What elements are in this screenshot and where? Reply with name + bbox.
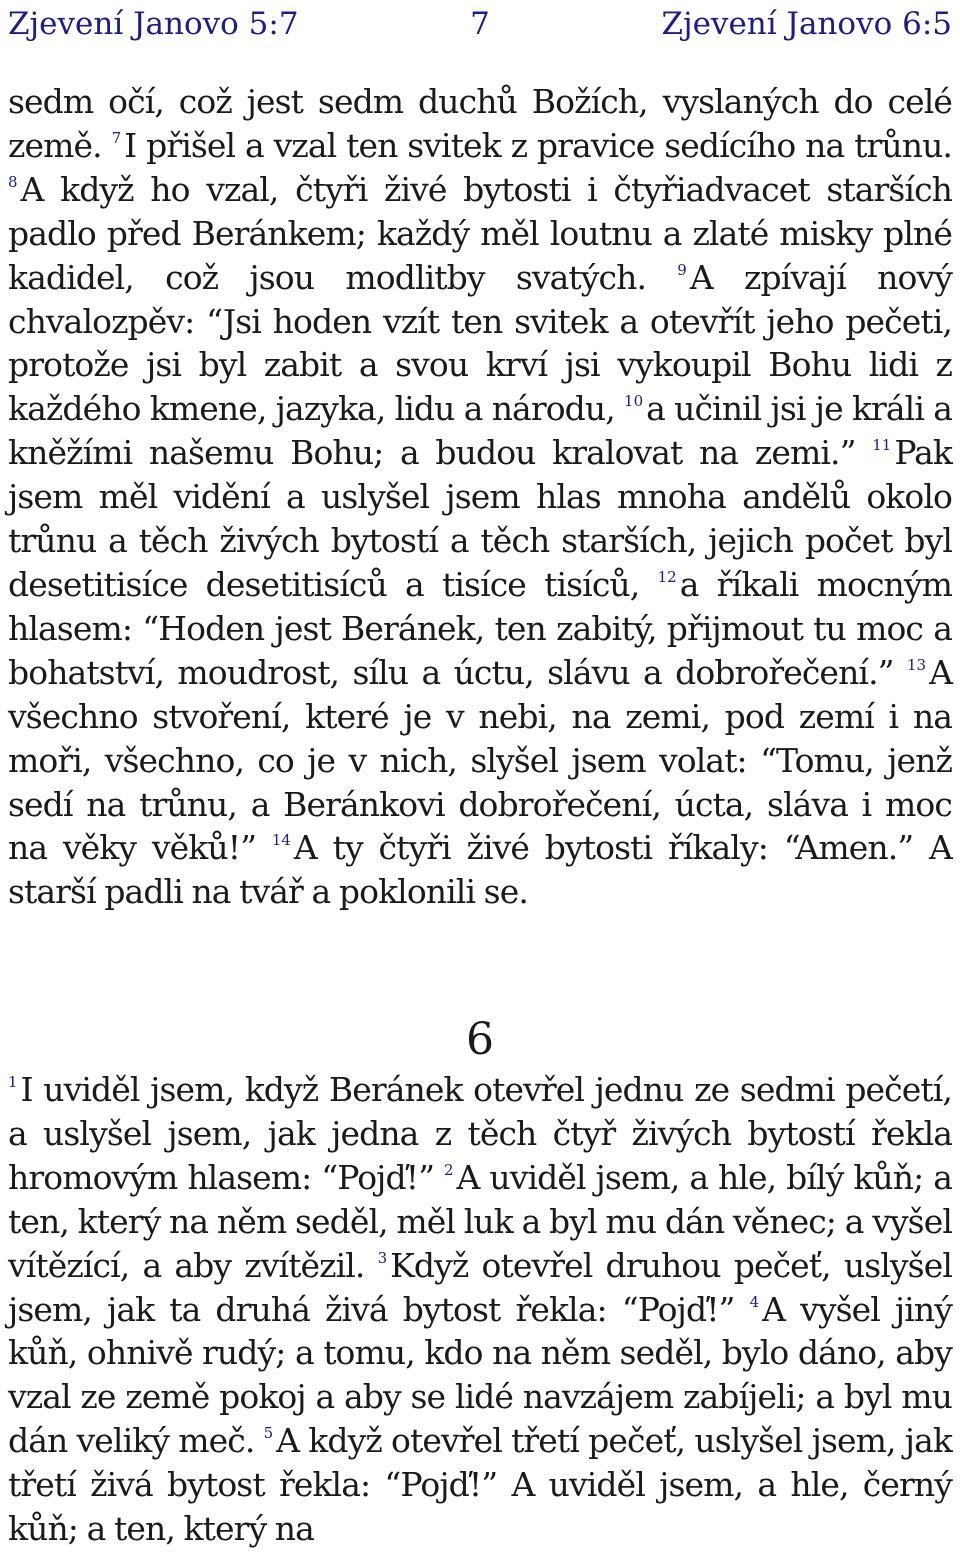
verse-text: Když otevřel druhou pečeť, uslyšel jsem, jak ta druhá živá bytost řekla: “Pojď!” <box>8 1245 952 1329</box>
verse-text: A všechno stvoření, které je v nebi, na zemi, pod zemí i na moři, všechno, co je v nich, slyšel jsem volat: “Tomu, jenž sedí na trůnu, a Beránkovi dobrořečení, úcta, sláva i moc na věky věků!” <box>8 652 952 868</box>
verse-text: A uviděl jsem, a hle, bílý kůň; a ten, který na něm seděl, měl luk a byl mu dán věnec; a vyšel vítězící, a aby zvítězil. <box>8 1157 953 1285</box>
header-left-reference: Zjevení Janovo 5:7 <box>8 6 299 42</box>
verse-number: 8 <box>8 172 18 191</box>
verse-text: A ty čtyři živé bytosti říkaly: “Amen.” A starší padli na tvář a poklonili se. <box>8 828 952 912</box>
page-number: 7 <box>470 6 490 42</box>
verse-text: I uviděl jsem, když Beránek otevřel jednu ze sedmi pečetí, a uslyšel jsem, jak jedna z těch čtyř živých bytostí řekla hromovým hlasem: “Pojď!” <box>8 1070 952 1197</box>
verse-text: A vyšel jiný kůň, ohnivě rudý; a tomu, kdo na něm seděl, bylo dáno, aby vzal ze země pokoj a aby se lidé navzájem zabíjeli; a byl mu dán veliký meč. <box>8 1289 953 1461</box>
verse-number: 4 <box>749 1292 760 1311</box>
chapter-5-lead: sedm očí, což jest sedm duchů Božích, vyslaných do celé země. <box>8 82 952 165</box>
verse-number: 2 <box>443 1160 454 1179</box>
verse-number: 12 <box>657 567 677 586</box>
verse-number: 7 <box>111 128 122 147</box>
verse-number: 5 <box>263 1424 274 1443</box>
verse-text: A zpívají nový chvalozpěv: “Jsi hoden vzít ten svitek a otevřít jeho pečeti, protože jsi byl zabit a svou krví jsi vykoupil Bohu lidi z každého kmene, jazyka, lidu a národu, <box>8 257 952 429</box>
verse-number: 14 <box>271 831 291 850</box>
verse-text: a říkali mocným hlasem: “Hoden jest Beránek, ten zabitý, přijmout tu moc a bohatství, moudrost, sílu a úctu, slávu a dobrořečení.” <box>8 564 953 692</box>
verse-number: 10 <box>624 392 644 411</box>
verse-number: 1 <box>8 1073 18 1091</box>
verse-text: Pak jsem měl vidění a uslyšel jsem hlas mnoha andělů okolo trůnu a těch živých bytostí a těch starších, jejich počet byl desetitisíce desetitisíců a tisíce tisíců, <box>8 433 953 604</box>
verse-text: a učinil jsi je králi a kněžími našemu Bohu; a budou kralovat na zemi.” <box>8 389 952 473</box>
header-right-reference: Zjevení Janovo 6:5 <box>661 6 952 42</box>
chapter-6-text <box>8 1068 952 1551</box>
verse-text: I přišel a vzal ten svitek z pravice sedícího na trůnu. <box>124 125 953 165</box>
verse-number: 3 <box>377 1248 388 1267</box>
verse-text: A když otevřel třetí pečeť, uslyšel jsem, jak třetí živá bytost řekla: “Pojď!” A uviděl jsem, a hle, černý kůň; a ten, který na <box>8 1421 952 1549</box>
verse-number: 9 <box>677 260 687 279</box>
verse-text: A když ho vzal, čtyři živé bytosti i čtyřiadvacet starších padlo před Beránkem; každý měl loutnu a zlaté misky plné kadidel, což jsou modlitby svatých. <box>8 169 952 297</box>
verse-number: 11 <box>872 436 892 455</box>
chapter-heading: 6 <box>466 1014 494 1065</box>
verse-number: 13 <box>906 655 927 674</box>
chapter-5-text <box>8 80 952 914</box>
page-header <box>8 4 952 44</box>
